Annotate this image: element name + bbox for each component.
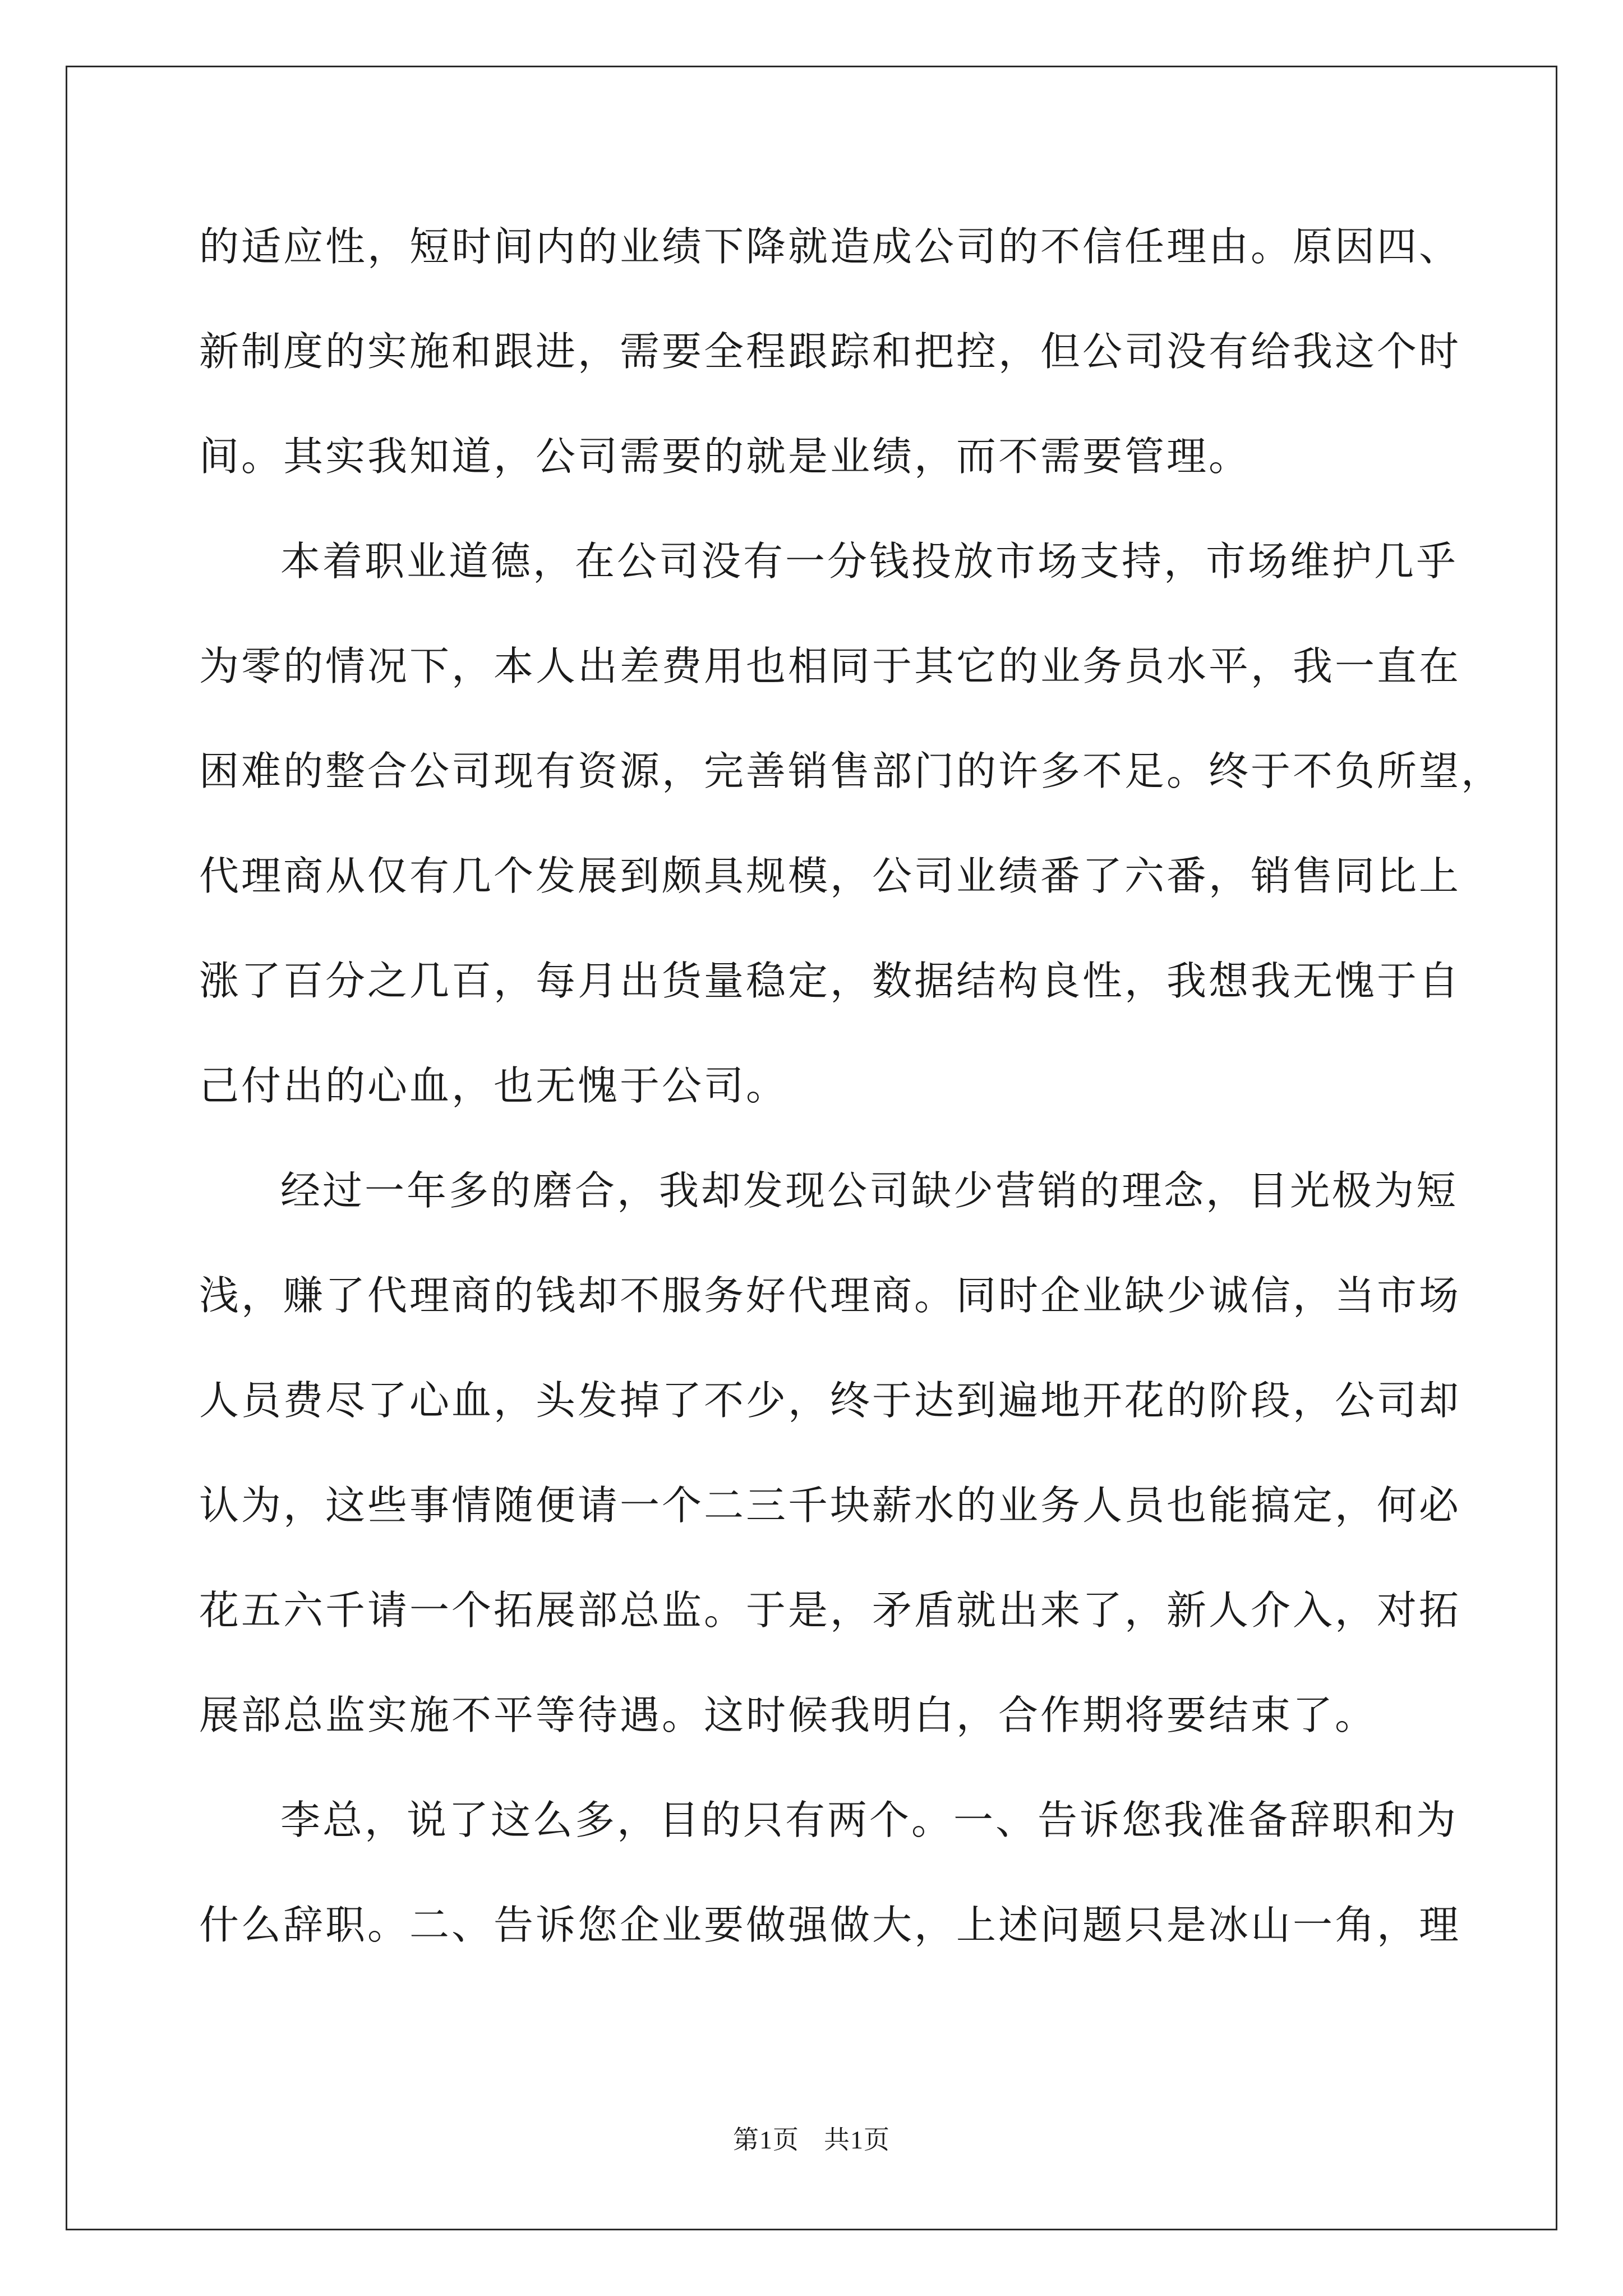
text-line: 什么辞职。二、告诉您企业要做强做大，上述问题只是冰山一角，理 [199, 1902, 1461, 1948]
text-line: 的适应性，短时间内的业绩下降就造成公司的不信任理由。原因四、 [199, 223, 1461, 270]
text-line: 人员费尽了心血，头发掉了不少，终于达到遍地开花的阶段，公司却 [199, 1377, 1461, 1424]
text-line: 认为，这些事情随便请一个二三千块薪水的业务人员也能搞定，何必 [199, 1482, 1461, 1529]
text-line: 代理商从仅有几个发展到颇具规模，公司业绩番了六番，销售同比上 [199, 853, 1461, 899]
text-line: 经过一年多的磨合，我却发现公司缺少营销的理念，目光极为短 [280, 1167, 1459, 1214]
text-line: 本着职业道德，在公司没有一分钱投放市场支持，市场维护几乎 [280, 538, 1459, 585]
text-line: 浅，赚了代理商的钱却不服务好代理商。同时企业缺少诚信，当市场 [199, 1272, 1461, 1319]
page-footer [0, 2119, 1623, 2156]
page-total: 共1页 [824, 2125, 890, 2154]
page-number: 第1页 [733, 2125, 799, 2154]
text-line: 展部总监实施不平等待遇。这时候我明白，合作期将要结束了。 [199, 1692, 1377, 1738]
text-line: 李总，说了这么多，目的只有两个。一、告诉您我准备辞职和为 [280, 1797, 1459, 1843]
text-line: 己付出的心血，也无愧于公司。 [199, 1062, 789, 1109]
text-line: 为零的情况下，本人出差费用也相同于其它的业务员水平，我一直在 [199, 643, 1461, 689]
text-line: 困难的整合公司现有资源，完善销售部门的许多不足。终于不负所望， [199, 748, 1504, 794]
text-line: 间。其实我知道，公司需要的就是业绩，而不需要管理。 [199, 433, 1251, 480]
text-line: 新制度的实施和跟进，需要全程跟踪和把控，但公司没有给我这个时 [199, 328, 1461, 375]
text-line: 花五六千请一个拓展部总监。于是，矛盾就出来了，新人介入，对拓 [199, 1587, 1461, 1634]
text-line: 涨了百分之几百，每月出货量稳定，数据结构良性，我想我无愧于自 [199, 958, 1461, 1004]
